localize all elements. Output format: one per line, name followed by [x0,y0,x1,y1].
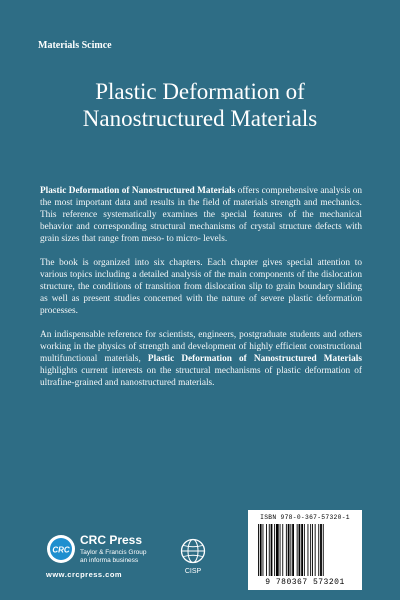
book-title [20,78,380,132]
barcode-bar [260,524,262,576]
barcode-bar [280,524,281,576]
description-paragraph-2: The book is organized into six chapters. Each chapter gives special attention to various topics including a detailed analysis of the main components of the dislocation structure, the conditions of transition from dislocation slip to grain boundary sliding as well as present studies concerned with the nature of severe plastic deformation processes. [40,258,362,316]
barcode-bar [299,524,301,576]
paragraph-3-start: An indispensable reference for scientists, engineers, postgraduate students and others working in the physics of strength and development of highly efficient constructional multifunctional materials, [40,330,362,364]
category-label: Materials Scimce [38,40,112,51]
barcode-bar [318,524,319,576]
barcode-bar [276,524,279,576]
cisp-label: CISP [184,568,202,575]
globe-icon [180,538,206,564]
barcode-bar [310,524,311,576]
crc-logo-icon [46,534,76,564]
publisher-block [44,530,174,578]
publisher-url[interactable]: www.crcpress.com [46,570,123,579]
barcode-bar [274,524,275,576]
barcode-number: 9 780367 573201 [265,578,345,587]
barcode-bar [323,524,324,576]
paragraph-3-end: highlights current interests on the structural mechanisms of plastic deformation of ultrafine-grained and nanostructured materials. [40,366,362,388]
description-paragraph-3 [40,329,362,389]
crc-logo-text: CRC [52,545,70,555]
barcode-bar [301,524,303,576]
barcode-bar [312,524,313,576]
title-bold-inline: Plastic Deformation of Nanostructured Materials [40,186,236,196]
barcode-bar [304,524,305,576]
barcode-bar [320,524,322,576]
publisher-group: Taylor & Francis Group [80,549,147,556]
barcode-bar [290,524,291,576]
barcode-bar [258,524,259,576]
barcode-bar [269,524,270,576]
book-description [40,185,362,401]
barcode-bar [288,524,290,576]
barcode-bar [263,524,264,576]
barcode-bar [308,524,309,576]
title-bold-inline-2: Plastic Deformation of Nanostructured Materials [147,354,362,364]
isbn-label: ISBN 978-0-367-57320-1 [260,514,350,521]
barcode-bar [286,524,287,576]
barcode-bar [315,524,316,576]
publisher-tagline: an informa business [80,557,139,564]
title-line-2: Nanostructured Materials [82,106,318,131]
barcode-bar [282,524,283,576]
paragraph-1-text: offers comprehensive analysis on the most important data and results in the field of materials strength and mechanics. This reference systematically examines the special features of the mechanical behavior and corresponding structural mechanisms of crystal structure defects with grain sizes that range from meso- to micro- levels. [40,186,362,244]
barcode-bar [297,524,298,576]
barcode-bar [292,524,294,576]
title-line-1: Plastic Deformation of [95,79,305,104]
barcode-bar [266,524,267,576]
isbn-barcode [248,510,362,590]
cisp-block [178,538,208,582]
description-paragraph-1 [40,185,362,245]
publisher-name: CRC Press [80,533,143,547]
barcode-bar [271,524,273,576]
barcode-bars [254,524,356,576]
